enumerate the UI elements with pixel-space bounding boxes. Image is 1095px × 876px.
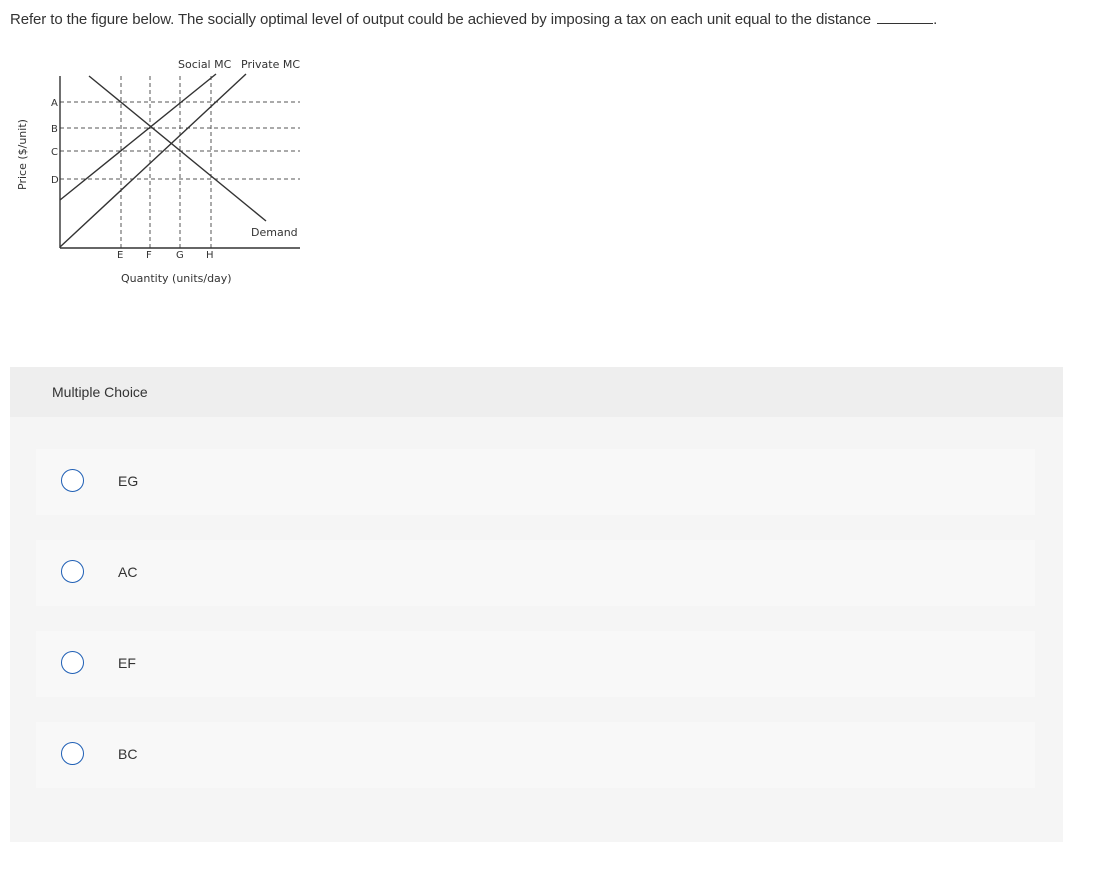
price-tick-d: D [51, 175, 59, 186]
question-prompt: Refer to the figure below. The socially optimal level of output could be achieved by imposing a tax on each unit equal to the distance [10, 11, 872, 28]
choice-option-bc[interactable] [36, 722, 1035, 788]
multiple-choice-title: Multiple Choice [52, 384, 148, 400]
social-mc-label: Social MC [178, 58, 232, 71]
curves [60, 74, 266, 247]
x-axis-title: Quantity (units/day) [121, 272, 232, 285]
y-axis-title: Price ($/unit) [16, 119, 29, 190]
radio-button-icon[interactable] [61, 742, 84, 765]
choice-label: EG [118, 473, 139, 489]
answer-blank [877, 9, 933, 24]
choice-option-ef[interactable] [36, 631, 1035, 697]
multiple-choice-panel [10, 367, 1063, 842]
social-mc-curve [60, 74, 216, 200]
radio-button-icon[interactable] [61, 651, 84, 674]
question-period: . [933, 11, 938, 28]
qty-tick-e: E [117, 250, 124, 261]
price-tick-c: C [51, 147, 58, 158]
radio-button-icon[interactable] [61, 560, 84, 583]
demand-curve [89, 76, 266, 221]
supply-demand-graph [0, 40, 320, 300]
price-tick-b: B [51, 124, 58, 135]
qty-tick-g: G [176, 250, 184, 261]
multiple-choice-header [10, 367, 1063, 417]
question-text [10, 9, 937, 28]
demand-label: Demand [251, 226, 298, 239]
qty-tick-h: H [206, 250, 214, 261]
choice-label: AC [118, 564, 138, 580]
externality-figure [0, 40, 320, 300]
choice-label: BC [118, 746, 138, 762]
choice-option-eg[interactable] [36, 449, 1035, 515]
private-mc-label: Private MC [241, 58, 301, 71]
private-mc-curve [60, 74, 246, 247]
choice-option-ac[interactable] [36, 540, 1035, 606]
choice-label: EF [118, 655, 136, 671]
radio-button-icon[interactable] [61, 469, 84, 492]
price-tick-a: A [51, 98, 58, 109]
qty-tick-f: F [146, 250, 152, 261]
dashed-guides [60, 76, 300, 248]
